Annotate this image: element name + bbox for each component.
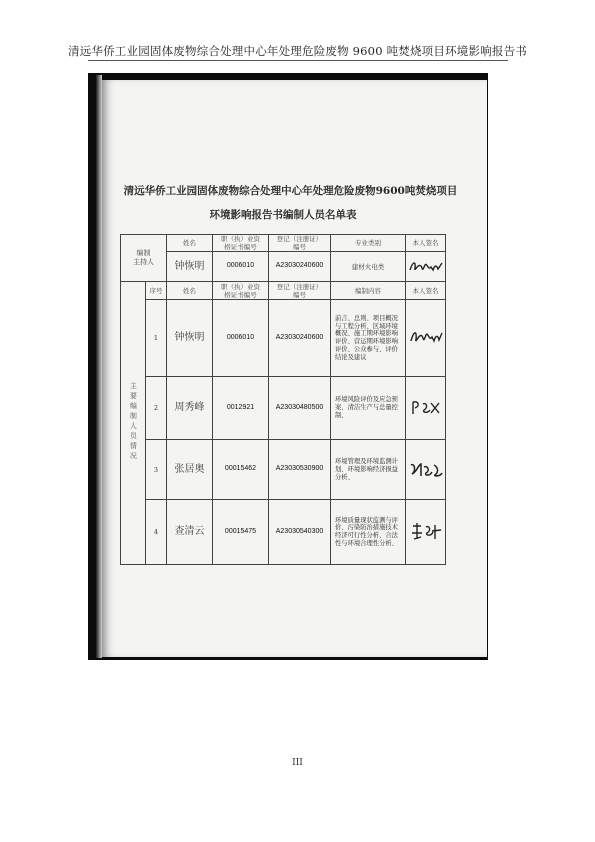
host-specialty: 建材火电类 (331, 252, 406, 282)
host-name: 钟恢明 (167, 252, 213, 282)
host-section-label: 编制 主持人 (121, 235, 167, 282)
table-row (121, 500, 446, 565)
main-section-label: 主要编制人员情况 (129, 382, 138, 463)
personnel-table (120, 234, 446, 565)
row-reg: A23030540300 (269, 500, 331, 565)
table-row (121, 377, 446, 440)
table-row (121, 300, 446, 377)
main-header-seq: 序号 (146, 282, 167, 300)
row-signature-icon (406, 377, 446, 440)
table-row (121, 440, 446, 500)
main-header-content: 编制内容 (331, 282, 406, 300)
row-seq: 1 (146, 300, 167, 377)
row-cert: 00015475 (213, 500, 269, 565)
row-signature-icon (406, 300, 446, 377)
host-cert: 0006010 (213, 252, 269, 282)
row-reg: A23030530900 (269, 440, 331, 500)
main-header-row (121, 282, 446, 300)
project-title: 清远华侨工业园固体废物综合处理中心年处理危险废物9600吨焚烧项目 (123, 185, 458, 197)
host-header-reg: 登记（注册证） 编号 (269, 235, 331, 252)
header-rule (88, 60, 508, 61)
row-name: 查清云 (167, 500, 213, 565)
row-signature-icon (406, 500, 446, 565)
row-reg: A23030240600 (269, 300, 331, 377)
main-header-name: 姓名 (167, 282, 213, 300)
running-header: 清远华侨工业园固体废物综合处理中心年处理危险废物 9600 吨焚烧项目环境影响报告书 (68, 44, 527, 58)
host-header-name: 姓名 (167, 235, 213, 252)
host-header-signature: 本人签名 (406, 235, 446, 252)
row-content: 环境风险评价及应急预案、清洁生产与总量控制、 (331, 377, 406, 440)
row-signature-icon (406, 440, 446, 500)
row-content: 环境质量现状监测与评价、污染防治措施技术经济可行性分析、合法性与环境合理性分析、 (331, 500, 406, 565)
page-number: III (292, 758, 303, 768)
host-row (121, 252, 446, 282)
row-cert: 0012921 (213, 377, 269, 440)
row-cert: 00015462 (213, 440, 269, 500)
host-header-row (121, 235, 446, 252)
host-header-cert: 职（执）业资 格证书编号 (213, 235, 269, 252)
main-header-reg: 登记（注册证） 编号 (269, 282, 331, 300)
host-reg: A23030240600 (269, 252, 331, 282)
row-name: 钟恢明 (167, 300, 213, 377)
main-header-cert: 职（执）业资 格证书编号 (213, 282, 269, 300)
row-name: 张居奥 (167, 440, 213, 500)
row-content: 前言、总则、项目概况与工程分析、区域环境概况、施工期环境影响评价、营运期环境影响评价、公众参与、评价结论及建议 (331, 300, 406, 377)
main-section-label-cell (121, 282, 146, 565)
main-header-signature: 本人签名 (406, 282, 446, 300)
row-content: 环境管理及环境监测计划、环境影响经济损益分析、 (331, 440, 406, 500)
host-header-specialty: 专业类别 (331, 235, 406, 252)
row-cert: 0006010 (213, 300, 269, 377)
host-signature-icon (406, 252, 446, 282)
row-reg: A23030480500 (269, 377, 331, 440)
row-seq: 2 (146, 377, 167, 440)
row-name: 周秀峰 (167, 377, 213, 440)
table-title: 环境影响报告书编制人员名单表 (209, 209, 357, 221)
row-seq: 3 (146, 440, 167, 500)
row-seq: 4 (146, 500, 167, 565)
